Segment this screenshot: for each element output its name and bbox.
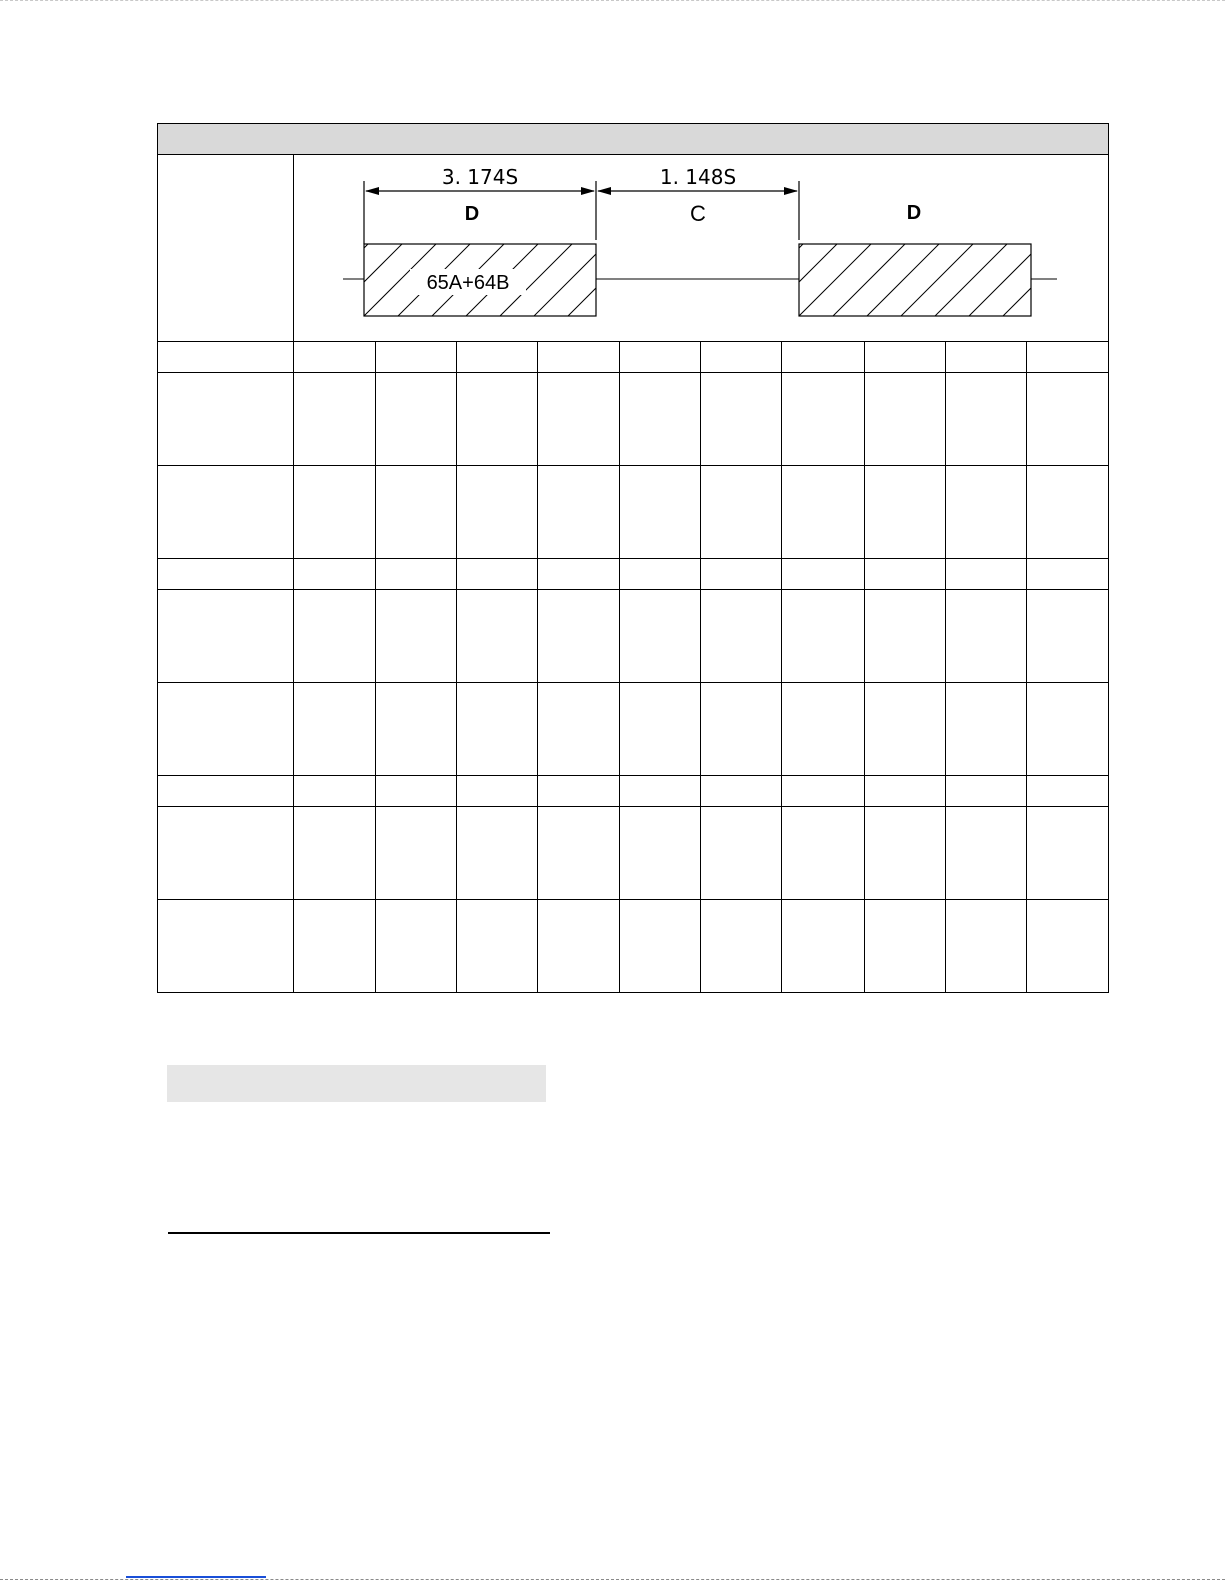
table-cell xyxy=(864,342,945,373)
table-row xyxy=(158,342,1109,373)
table-cell xyxy=(782,373,864,466)
table-cell xyxy=(782,342,864,373)
segment-label-d-first: D xyxy=(464,203,480,225)
table-cell xyxy=(158,342,294,373)
table-cell xyxy=(457,807,538,900)
table-cell xyxy=(864,559,945,590)
table-row xyxy=(158,559,1109,590)
table-cell xyxy=(538,807,620,900)
table-cell xyxy=(158,590,294,683)
table-cell xyxy=(538,776,620,807)
table-cell xyxy=(158,776,294,807)
table-cell xyxy=(701,590,782,683)
table-cell xyxy=(701,373,782,466)
table-cell xyxy=(701,683,782,776)
table-cell xyxy=(538,590,620,683)
table-cell xyxy=(782,683,864,776)
table-cell xyxy=(457,373,538,466)
diagram-row xyxy=(158,155,1109,342)
table-cell xyxy=(376,559,457,590)
shaded-heading-bar xyxy=(167,1065,546,1102)
table-cell xyxy=(864,466,945,559)
segment-label-d-second: D xyxy=(906,202,922,224)
table-cell xyxy=(158,373,294,466)
horizontal-rule xyxy=(168,1232,550,1234)
table-cell xyxy=(1026,590,1108,683)
table-row xyxy=(158,807,1109,900)
table-cell xyxy=(294,559,376,590)
table-cell xyxy=(457,559,538,590)
table-cell xyxy=(294,900,376,993)
table-cell xyxy=(620,559,701,590)
table-cell xyxy=(376,466,457,559)
table-cell xyxy=(1026,342,1108,373)
table-cell xyxy=(701,807,782,900)
table-cell xyxy=(457,590,538,683)
table-cell xyxy=(457,466,538,559)
table-cell xyxy=(1026,466,1108,559)
table-cell xyxy=(782,466,864,559)
table-header-cell xyxy=(158,124,1109,155)
table-cell xyxy=(945,807,1026,900)
table-cell xyxy=(945,559,1026,590)
table-cell xyxy=(158,466,294,559)
table-cell xyxy=(376,776,457,807)
diagram-row-label-cell xyxy=(158,155,294,342)
table-cell xyxy=(701,559,782,590)
table-row xyxy=(158,900,1109,993)
dim-label-c: 1. 148S xyxy=(659,165,737,189)
page-top-edge xyxy=(0,0,1225,2)
table-cell xyxy=(1026,683,1108,776)
table-cell xyxy=(376,683,457,776)
table-header-row xyxy=(158,124,1109,155)
table-cell xyxy=(782,900,864,993)
table-cell xyxy=(1026,807,1108,900)
table-cell xyxy=(376,900,457,993)
table-cell xyxy=(945,342,1026,373)
table-cell xyxy=(782,590,864,683)
table-cell xyxy=(457,683,538,776)
table-cell xyxy=(620,342,701,373)
table-cell xyxy=(620,590,701,683)
table-cell xyxy=(294,776,376,807)
table-cell xyxy=(538,683,620,776)
table-cell xyxy=(701,900,782,993)
table-cell xyxy=(1026,776,1108,807)
table-cell xyxy=(294,466,376,559)
table-cell xyxy=(620,807,701,900)
table-cell xyxy=(620,776,701,807)
table-cell xyxy=(864,776,945,807)
hatched-box-second xyxy=(731,244,1075,316)
table-cell xyxy=(945,683,1026,776)
table-cell xyxy=(294,373,376,466)
table-cell xyxy=(1026,373,1108,466)
table-cell xyxy=(620,683,701,776)
table-cell xyxy=(158,807,294,900)
table-cell xyxy=(538,900,620,993)
table-cell xyxy=(620,373,701,466)
segment-label-c: C xyxy=(690,201,707,226)
table-cell xyxy=(945,466,1026,559)
table-cell xyxy=(376,807,457,900)
timing-diagram-cell xyxy=(294,155,1109,342)
table-cell xyxy=(158,900,294,993)
table-cell xyxy=(701,776,782,807)
table-cell xyxy=(457,342,538,373)
table-cell xyxy=(158,683,294,776)
dim-label-d: 3. 174S xyxy=(441,165,519,189)
timing-diagram xyxy=(294,155,1109,341)
specification-table xyxy=(157,123,1109,993)
table-row xyxy=(158,373,1109,466)
table-cell xyxy=(945,590,1026,683)
table-cell xyxy=(376,342,457,373)
table-cell xyxy=(782,807,864,900)
table-row xyxy=(158,776,1109,807)
table-cell xyxy=(701,466,782,559)
table-cell xyxy=(294,683,376,776)
page-bottom-edge xyxy=(0,1579,1225,1581)
table-cell xyxy=(1026,559,1108,590)
table-cell xyxy=(538,342,620,373)
table-cell xyxy=(1026,900,1108,993)
table-cell xyxy=(782,559,864,590)
table-cell xyxy=(945,776,1026,807)
table-cell xyxy=(538,559,620,590)
table-cell xyxy=(294,807,376,900)
table-cell xyxy=(538,466,620,559)
table-cell xyxy=(864,807,945,900)
table-cell xyxy=(294,342,376,373)
table-cell xyxy=(158,559,294,590)
table-cell xyxy=(457,776,538,807)
box-label: 65A+64B xyxy=(426,272,510,294)
table-row xyxy=(158,683,1109,776)
table-cell xyxy=(620,900,701,993)
table-cell xyxy=(457,900,538,993)
table-row xyxy=(158,590,1109,683)
table-cell xyxy=(945,900,1026,993)
table-cell xyxy=(376,590,457,683)
table-cell xyxy=(376,373,457,466)
table-cell xyxy=(945,373,1026,466)
table-cell xyxy=(864,900,945,993)
table-cell xyxy=(538,373,620,466)
table-cell xyxy=(620,466,701,559)
table-cell xyxy=(782,776,864,807)
table-cell xyxy=(864,590,945,683)
table-cell xyxy=(864,373,945,466)
table-cell xyxy=(294,590,376,683)
table-cell xyxy=(701,342,782,373)
table-row xyxy=(158,466,1109,559)
table-cell xyxy=(864,683,945,776)
